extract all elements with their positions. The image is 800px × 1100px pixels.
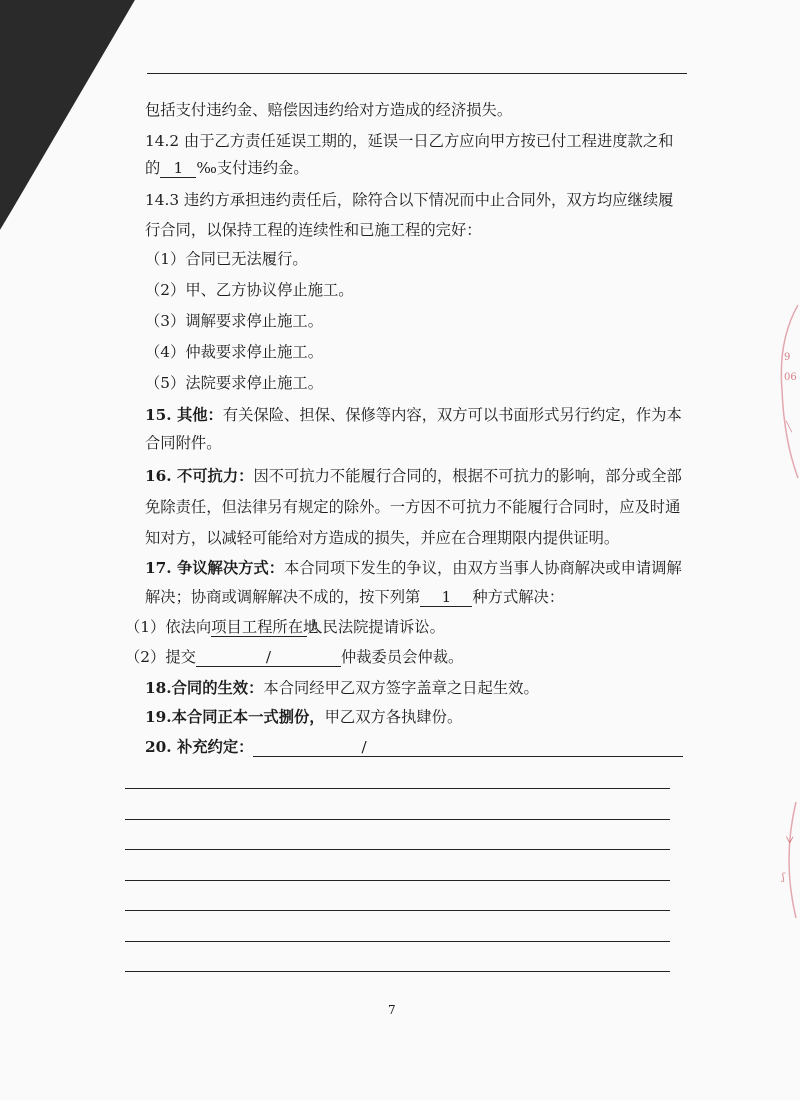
text: 甲乙双方各执肆份。 (324, 708, 463, 726)
text: 因不可抗力不能履行合同的，根据不可抗力的影响，部分或全部 (253, 467, 682, 485)
clause-heading: 20. 补充约定： (145, 738, 254, 756)
svg-text:06: 06 (784, 372, 797, 383)
blank-line (125, 880, 670, 881)
clause-text: 包括支付违约金、赔偿因违约给对方造成的经济损失。 (145, 101, 513, 119)
clause-heading: 16. 不可抗力： (145, 467, 254, 485)
text: （1）依法向 (125, 618, 212, 636)
text: 解决；协商或调解解决不成的，按下列第 (145, 588, 421, 606)
clause-17-option-1 (125, 616, 665, 638)
text: ‰支付违约金。 (196, 159, 309, 177)
clause-18 (145, 677, 685, 699)
clause-heading: 18.合同的生效： (145, 679, 264, 697)
svg-text:ʃ: ʃ (782, 872, 785, 883)
seal-stamp-fragment (772, 800, 800, 920)
text: / (361, 738, 367, 756)
clause-15 (145, 404, 685, 426)
svg-text:╲: ╲ (786, 422, 793, 433)
clause-14-2: 14.2 由于乙方责任延误工期的，延误一日乙方应向甲方按已付工程进度款之和 (145, 132, 674, 150)
clause-heading: 17. 争议解决方式： (145, 559, 285, 577)
text: （2）提交 (125, 648, 196, 666)
clause-17-cont (145, 586, 685, 608)
supplementary-field (253, 738, 683, 757)
text: 种方式解决： (472, 588, 565, 606)
text: 人民法院提请诉讼。 (307, 618, 445, 636)
list-item: （5）法院要求停止施工。 (145, 374, 323, 392)
clause-16-cont: 知对方，以减轻可能给对方造成的损失，并应在合理期限内提供证明。 (145, 529, 620, 547)
clause-14-3-cont: 行合同，以保持工程的连续性和已施工程的完好： (145, 221, 482, 239)
clause-19 (145, 706, 685, 728)
seal-stamp-fragment (770, 300, 800, 480)
text: 本合同项下发生的争议，由双方当事人协商解决或申请调解 (284, 559, 682, 577)
arbitration-field: / (196, 648, 341, 667)
clause-14-3: 14.3 违约方承担违约责任后，除符合以下情况而中止合同外，双方均应继续履 (145, 191, 674, 209)
text: 本合同经甲乙双方签字盖章之日起生效。 (263, 679, 539, 697)
clause-16-cont: 免除责任，但法律另有规定的除外。一方因不可抗力不能履行合同时，应及时通 (145, 498, 681, 516)
list-item: （3）调解要求停止施工。 (145, 312, 323, 330)
clause-20 (145, 736, 685, 758)
clause-17-option-2 (125, 646, 665, 668)
svg-text:ᐳ: ᐳ (783, 836, 794, 844)
clause-16 (145, 465, 685, 487)
clause-17 (145, 557, 685, 579)
blank-line (125, 971, 670, 972)
blank-line (125, 941, 670, 942)
blank-line (125, 788, 670, 789)
court-location-field: 项目工程所在地 (211, 618, 319, 636)
penalty-rate-field: 1 (160, 159, 196, 178)
list-item: （1）合同已无法履行。 (145, 250, 308, 268)
list-item: （2）甲、乙方协议停止施工。 (145, 281, 354, 299)
clause-heading: 19.本合同正本一式捌份， (145, 708, 325, 726)
blank-line (125, 910, 670, 911)
clause-14-2-cont (145, 157, 685, 179)
option-number-field: 1 (420, 588, 472, 607)
text: 有关保险、担保、保修等内容，双方可以书面形式另行约定，作为本 (222, 406, 682, 424)
clause-15-cont: 合同附件。 (145, 434, 222, 452)
blank-line (125, 819, 670, 820)
text: 仲裁委员会仲裁。 (340, 648, 464, 666)
blank-line (125, 849, 670, 850)
header-rule (147, 73, 687, 74)
page-number: 7 (388, 1003, 396, 1017)
svg-text:9: 9 (784, 352, 791, 363)
text: 的 (145, 159, 161, 177)
clause-heading: 15. 其他： (145, 406, 223, 424)
list-item: （4）仲裁要求停止施工。 (145, 343, 323, 361)
